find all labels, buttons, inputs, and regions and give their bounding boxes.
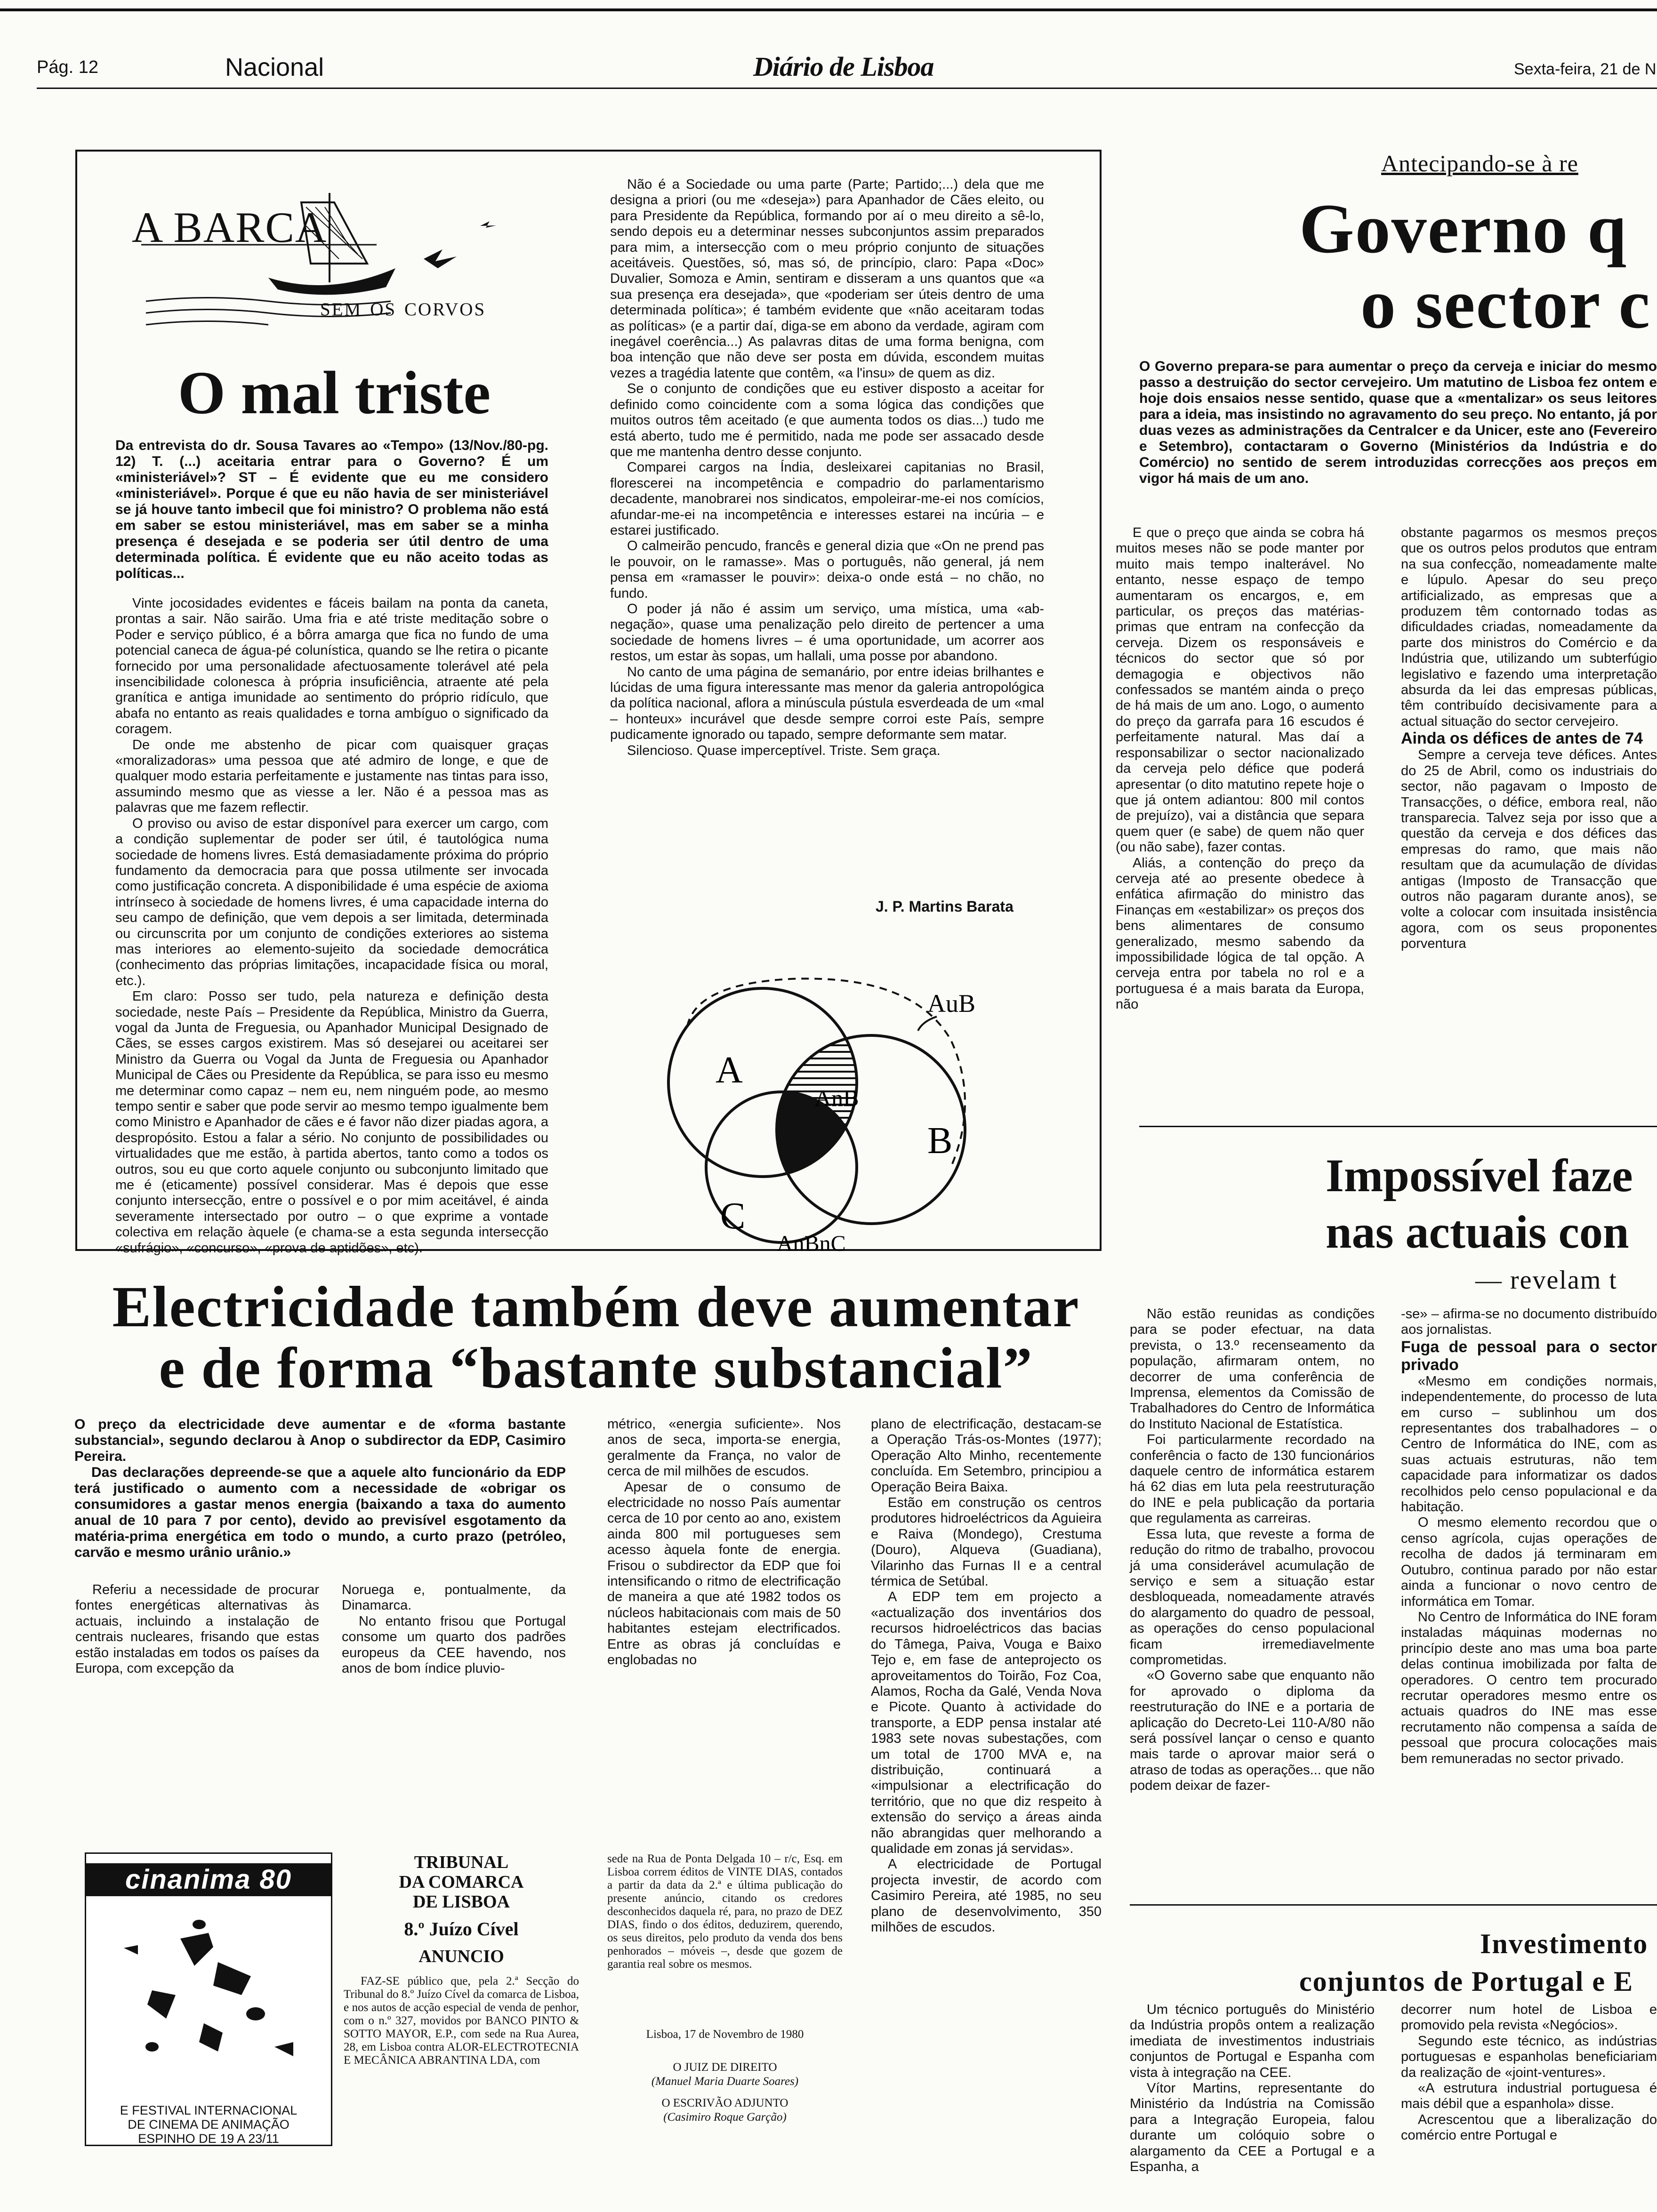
tribunal-text-1-wrap [344,1975,579,2067]
tribunal-clerk-title: O ESCRIVÃO ADJUNTO [661,2097,788,2109]
governo-lead-wrap [1139,359,1657,487]
impossivel-col1 [1130,1306,1375,1794]
governo-col1 [1116,525,1364,1013]
electricidade-lead-2: Das declarações depreende-se que a aquele alto funcionário da EDP terá justificado o aumento com a necessidade de «obrigar os consumidores a gastar menos energia (baixando a taxa do aumento anual de 10 para 7 por cento), devido ao previsível esgotamento da matéria-prima energética em todo o mundo, a curto prazo (petróleo, carvão e mesmo urânio urânio.» [74,1465,566,1560]
barca-c2-p5: O poder já não é assim um serviço, uma mística, uma «ab-negação», quase uma penalização pelo direito de pertencer a uma sociedade de homens livres – é uma oportunidade, um acorrer aos restos, um estar às sopas, um hallali, uma posse por abandono. [610,601,1044,664]
electricidade-col4 [871,1417,1102,1935]
cinanima-logo: cinanima 80 [86,1863,331,1896]
barca-headline: O mal triste [177,359,491,427]
impossivel-c2-p2: O mesmo elemento recordou que o censo agrícola, cujas operações de recolha de dados já terminaram em Outubro, continua parado por não estar ainda a funcionar o novo centro de informática em Tomar. [1401,1515,1657,1609]
barca-col2 [610,177,1044,759]
impossivel-c1-p1: Não estão reunidas as condições para se poder efectuar, na data prevista, o 13.º recenseamento da população, afirmaram ontem, no decorrer de uma conferência de Imprensa, elementos da Comissão de Trabalhadores do Centro de Informática do Instituto Nacional de Estatística. [1130,1306,1375,1432]
impossivel-c1-p4: «O Governo sabe que enquanto não for aprovado o diploma da reestruturação do INE e a portaria de aplicação do Decreto-Lei 110-A/80 não será possível lançar o censo e quanto mais tarde o aprovar maior será o atraso de todas as operações... que não podem deixar de fazer- [1130,1668,1375,1794]
barca-author: J. P. Martins Barata [876,898,1014,915]
governo-subhead: Ainda os défices de antes de 74 [1401,729,1643,748]
tribunal-title [344,1852,579,1966]
investimento-headline-1: Investimento [1480,1928,1649,1959]
electricidade-c2-p1: Noruega e, pontualmente, da Dinamarca. [342,1582,566,1613]
tribunal-judge-title: O JUIZ DE DIREITO [673,2061,777,2074]
page-number: Pág. 12 [37,57,98,77]
governo-c1-p1: E que o preço que ainda se cobra há muitos meses não se pode manter por muito mais tempo inalterável. No entanto, nesse espaço de tempo aumentaram os encargos, e, em particular, os preços das matérias-primas que entram na confecção da cerveja. Dizem os responsáveis e técnicos do sector que só por demagogia e objectivos não confessados se mantém ainda o preço de há mais de um ano. Logo, o aumento do preço da garrafa para 16 escudos é perfeitamente natural. Mas daí a responsabilizar o sector nacionalizado da cerveja pelo défice que poderá apresentar (o dito matutino repete hoje o que já ontem adiantou: 800 mil contos de prejuízo), vai a distância que separa quem quer (e sabe) de quem não quer (ou não sabe), fazer contas. [1116,525,1364,855]
governo-headline-1: Governo q [1299,190,1628,268]
impossivel-headline-2: nas actuais con [1326,1206,1629,1258]
electricidade-c2-p2: No entanto frisou que Portugal consome um quarto dos padrões europeus da CEE havendo, nos anos de bom índice pluvio- [342,1613,566,1676]
venn-label-aub: AuB [927,989,976,1018]
venn-diagram [650,970,1017,1252]
impossivel-c2-p0: -se» – afirma-se no documento distribuído aos jornalistas. [1401,1306,1657,1338]
barca-c2-p7: Silencioso. Quase imperceptível. Triste. Sem graça. [627,743,941,758]
electricidade-c3-p1: métrico, «energia suficiente». Nos anos de seca, importa-se energia, geralmente da França, no valor de cerca de mil milhões de escudos. [607,1417,841,1479]
governo-c2-p1: obstante pagarmos os mesmos preços que os outros pelos produtos que entram na sua confecção, nomeadamente malte e lúpulo. Apesar do seu preço artificializado, as empresas que a produzem têm contornado todas as dificuldades criadas, nomeadamente da parte dos ministros do Comércio e da Indústria que, utilizando um subterfúgio legislativo e fazendo uma interpretação absurda da lei das empresas públicas, têm contribuído decisivamente para a actual situação do sector cervejeiro. [1401,525,1657,729]
cinanima-caption [86,2103,331,2146]
cinanima-caption-3: ESPINHO DE 19 A 23/11 [138,2132,279,2146]
cinanima-ad [85,1852,332,2146]
barca-lead: Da entrevista do dr. Sousa Tavares ao «Tempo» (13/Nov./80-pg. 12) T. (...) aceitaria entrar para o Governo? É um «ministeriável»? ST – É evidente que eu me considero «ministeriável». Porque é que eu não havia de ser ministeriável se já houve tanto imbecil que foi ministro? O problema não está em saber se estou ministeriável, mas em saber se a minha presença é desejada e se poderia ser útil dentro de uma determinada política. É evidente que eu não aceito todas as políticas... [115,438,548,581]
impossivel-c1-p3: Essa luta, que reveste a forma de redução do ritmo de trabalho, provocou já uma considerável acumulação de serviço e sem a situação estar desbloqueada, nomeadamente através do alargamento do quadro de pessoal, as operações do censo populacional ficam irremediavelmente comprometidas. [1130,1526,1375,1667]
barca-logo-title: A BARCA [132,203,328,251]
tribunal-title-3: DE LISBOA [413,1892,510,1912]
barca-c2-p6: No canto de uma página de semanário, por entre ideias brilhantes e lúcidas de uma figura interessante mas menor da galeria antropológica da política nacional, aflora a minúscula pústula esverdeada de um «mal – honteux» incurável que desde sempre corroi este País, sempre pudicamente ignorado ou tapado, sempre deformante sem matar. [610,664,1044,743]
tribunal-date: Lisboa, 17 de Novembro de 1980 [646,2028,804,2041]
governo-kicker: Antecipando-se à re [1381,150,1578,176]
barca-logo [113,188,546,329]
barca-c1-p4: Em claro: Posso ser tudo, pela natureza e definição desta sociedade, neste País – Presidente da República, Ministro da Guerra, vogal da Junta de Freguesia, ou Apanhador Municipal Designado de Cães, se esses cargos existirem. Mas só desejarei ou aceitarei ser Ministro da Guerra ou Vogal da Junta de Freguesia ou Apanhador Municipal de Cães ou Presidente da República, se para isso eu mesmo me determinar como capaz – nem eu, nem ninguém pode, ao mesmo tempo sentir e saber que pode servir ao mesmo tempo igualmente bem como Ministro e Apanhador de cães e é favor não dizer piadas agora, a despropósito. Estou a falar a sério. No conjunto de possibilidades ou virtualidades que me estão, à partida abertos, tanto como a todos os outros, sou eu que corto aquele conjunto ou subconjunto limitado que me é (eticamente) possível considerar. Mas é depois que esse conjunto intersecção, entre o possível e o por mim aceitável, é ainda severamente intersectado por outro – o que exprime a vontade colectiva em relação àquele (e chama-se a esta segunda intersecção «sufrágio», «concurso», «prova de aptidões», etc). [115,989,548,1256]
governo-c1-p2: Aliás, a contenção do preço da cerveja até ao presente obedece à enfática afirmação do ministro das Finanças em «estabilizar» os preços dos bens alimentares de consumo generalizado, mesmo sabendo da impossibilidade lógica de tal opção. A cerveja entra por tabela no rol e a portuguesa é a mais barata da Europa, não [1116,855,1364,1012]
electricidade-c4-p4: A electricidade de Portugal projecta investir, de acordo com Casimiro Pereira, até 1985, no seu plano de desenvolvimento, 350 milhões de escudos. [871,1857,1102,1935]
tribunal-judge-name: (Manuel Maria Duarte Soares) [651,2075,799,2088]
investimento-col1 [1130,2002,1375,2175]
impossivel-subhead: Fuga de pessoal para o sector privado [1401,1338,1657,1374]
investimento-c2-p1: decorrer num hotel de Lisboa e promovido pela revista «Negócios». [1401,2002,1657,2033]
governo-lead: O Governo prepara-se para aumentar o preço da cerveja e iniciar do mesmo passo a destruição do sector cervejeiro. Um matutino de Lisboa fez ontem e hoje dois ensaios nesse sentido, quase que a «mentalizar» os seus leitores para a ideia, mas insistindo no agravamento do seu preço. No entanto, já por duas vezes as administrações da Centralcer e da Unicer, este ano (Fevereiro e Setembro), contactaram o Governo (Ministérios da Indústria e do Comércio) no sentido de serem introduzidas correcções aos preços em vigor há mais de um ano. [1139,359,1657,486]
tribunal-clerk-name: (Casimiro Roque Garção) [663,2111,787,2124]
venn-label-a: A [716,1050,743,1091]
section-name: Nacional [225,53,324,81]
venn-label-anbnc: AnBnC [777,1231,846,1252]
barca-c1-p1: Vinte jocosidades evidentes e fáceis bailam na ponta da caneta, prontas a sair. Não sairão. Uma fria e até triste meditação sobre o Poder e serviço público, é a bôrra amarga que fica no fundo de uma potencial caneca de água-pé colunística, quando se lhe retira o picante fornecido por uma personalidade afectuosamente tolerável até pela insencibilidade colonesca à própria insuficiência, atraente até pela granítica e antiga imunidade ao sentimento do próprio ridículo, que abafa no entanto as reais qualidades e torna ambíguo o significado da coragem. [115,596,548,737]
electricidade-headline-1: Electricidade também deve aumentar [112,1274,1080,1339]
governo-headline-2: o sector c [1360,265,1651,343]
cinanima-caption-1: E FESTIVAL INTERNACIONAL [120,2103,298,2117]
animation-figure-icon [96,1906,322,2075]
tribunal-title-1: TRIBUNAL [414,1852,509,1872]
impossivel-c2-p1: «Mesmo em condições normais, independentemente, do processo de luta em curso – sublinhou um dos representantes dos trabalhadores – o Centro de Informática do INE, com as suas actuais estruturas, não tem capacidade para informatizar os dados recolhidos pelo censo populacional e da habitação. [1401,1373,1657,1515]
impossivel-c1-p2: Foi particularmente recordado na conferência o facto de 130 funcionários daquele centro de informática estarem há 62 dias em luta pela reestruturação do INE e pela publicação da portaria que regulamenta as carreiras. [1130,1432,1375,1526]
electricidade-c4-p3: A EDP tem em projecto a «actualização dos inventários dos recursos hidroeléctricos das bacias do Tâmega, Paiva, Vouga e Baixo Tejo e, em fase de anteprojecto os aproveitamentos do Toirão, Foz Coa, Alamos, Rocha da Galé, Venda Nova e Picote. Quanto à actividade do transporte, a EDP pensa instalar até 1983 sete novas subestações, com um total de 1700 MVA e, na distribuição, continuará a «impulsionar a electrificação do território, que no que diz respeito à extensão do serviço a áreas ainda não abrangidas quer melhorando a qualidade em zonas já servidas». [871,1589,1102,1856]
page-date: Sexta-feira, 21 de N [1514,60,1657,78]
tribunal-juizo: 8.º Juízo Cível [404,1918,519,1940]
electricidade-lead [74,1417,566,1561]
tribunal-anuncio: ANUNCIO [418,1947,504,1966]
tribunal-text-1: FAZ-SE público que, pela 2.ª Secção do Tribunal do 8.º Juízo Cível da comarca de Lisboa, e nos autos de acção especial de venda de penhor, com o n.º 327, movidos por BANCO PINTO & SOTTO MAYOR, E.P., com sede na Rua Aurea, 28, em Lisboa contra ALOR-ELECTROTECNIA E MECÂNICA ABRANTINA LDA, com [344,1975,579,2067]
tribunal-title-2: DA COMARCA [399,1872,524,1892]
impossivel-headline-1: Impossível faze [1326,1149,1633,1202]
tribunal-signatures [607,2028,843,2124]
electricidade-col3 [607,1417,841,1668]
investimento-c2-p2: Segundo este técnico, as indústrias portuguesas e espanholas beneficiariam da realização de «joint-ventures». [1401,2033,1657,2080]
electricidade-lead-1: O preço da electricidade deve aumentar e de «forma bastante substancial», segundo declarou à Anop o subdirector da EDP, Casimiro Pereira. [74,1417,566,1464]
barca-c2-p4: O calmeirão pencudo, francês e general dizia que «On ne prend pas le pouvoir, on le ramasse». Mas o português, não general, já nem pensa em «ramasser le pouvir»: deixa-o onde está – no chão, no fundo. [610,538,1044,601]
investimento-headline-2: conjuntos de Portugal e E [1299,1966,1633,1997]
investimento-col2 [1401,2002,1657,2144]
barca-c2-p1: Não é a Sociedade ou uma parte (Parte; Partido;...) dela que me designa a priori (ou me «deseja») para Apanhador de Cães eleito, ou para Presidente da República, formando por aí o meu direito a sê-lo, sendo depois eu a determinar nesses subconjuntos assim preparados para mim, a intersecção com o meu próprio conjunto de situações aceitáveis. Questões, só, mas só, de princípio, claro: Papa «Doc» Duvalier, Somoza e Amin, sentiram e disseram a uns quantos que «a sua presença era desejada», que «poderiam ser úteis dentro de uma determinada política»; é também evidente que «não aceitaram todas as políticas» (e a partir daí, diga-se em abono da verdade, agiram com inegável coerência...) As palavras ditas de uma forma benigna, com boa intenção que não deve ser posta em dúvida, escondem muitas vezes a tragédia latente que contêm, «a l'insu» de quem as diz. [610,177,1044,381]
barca-c1-p3: O proviso ou aviso de estar disponível para exercer um cargo, com a condição suplementar de poder ser útil, é tautológica numa sociedade de homens livres. Está demasiadamente próxima do próprio fundamento da democracia para que possa utilmente ser invocada como justificação concreta. A disponibilidade é uma espécie de axioma intrínseco à sociedade de homens livres, é uma capacidade interna do seu campo de definição, que vem depois a ser limitada, determinada ou circunscrita por um conjunto de condições exteriores ao sistema mas interiores ao elemento-sujeito da sociedade democrática (conhecimento das próprias limitações, incapacidade física ou moral, etc.). [115,816,548,988]
cinanima-caption-2: DE CINEMA DE ANIMAÇÃO [128,2117,290,2132]
tribunal-text-2: sede na Rua de Ponta Delgada 10 – r/c, Esq. em Lisboa correm éditos de VINTE DIAS, contados a partir da data da 2.ª e última publicação do presente anúncio, citando os credores desconhecidos daquela ré, para, no prazo de DEZ DIAS, findo o dos éditos, deduzirem, querendo, os seus direitos, pelo produto da venda dos bens penhorados – móveis –, desde que gozem de garantia real sobre os mesmos. [607,1852,843,1971]
header-rule [37,88,1657,89]
barca-logo-sub: sem os corvos [320,292,486,321]
impossivel-col2 [1401,1306,1657,1767]
electricidade-c4-p1: plano de electrificação, destacam-se a Operação Trás-os-Montes (1977); Operação Alto Minho, recentemente concluída. Em Setembro, principiou a Operação Beira Baixa. [871,1417,1102,1495]
barca-c2-p2: Se o conjunto de condições que eu estiver disposto a aceitar for definido como coincidente com a soma lógica das condições que muitos outros têm aceitado (e que aumenta todos os dias...) tudo me está aberto, tudo me é permitido, nada me pode ser assacado desde que me mantenha dentro desse conjunto. [610,381,1044,459]
governo-bottom-rule [1139,1126,1657,1127]
top-rule [0,8,1657,11]
tribunal-col2 [607,1852,843,1971]
impossivel-c2-p3: No Centro de Informática do INE foram instaladas máquinas modernas no princípio deste ano mas uma boa parte delas continua imobilizada por falta de operadores. O centro tem procurado recrutar operadores mesmo entre os actuais quadros do INE mas esse recrutamento não compensa a saída de pessoal que procura colocações mais bem remuneradas no sector privado. [1401,1609,1657,1766]
electricidade-col2 [342,1582,566,1676]
barca-c2-p3: Comparei cargos na Índia, desleixarei capitanias no Brasil, florescerei na incompetência e compadrio do parlamentarismo decadente, manobrarei nos sindicatos, empoleirar-me-ei nos comícios, afundar-me-ei na incompetência e interesses estarei na incúria – e estarei justificado. [610,460,1044,538]
venn-label-c: C [720,1195,746,1237]
investimento-c1-p2: Vítor Martins, representante do Ministério da Indústria na Comissão para a Integração Europeia, falou durante um colóquio sobre o alargamento da CEE a Portugal e a Espanha, a [1130,2081,1375,2175]
investimento-c1-p1: Um técnico português do Ministério da Indústria propôs ontem a realização imediata de investimentos industriais conjuntos de Portugal e Espanha com vista à integração na CEE. [1130,2002,1375,2080]
electricidade-c4-p2: Estão em construção os centros produtores hidroeléctricos da Aguieira e Raiva (Mondego), Crestuma (Douro), Alqueva (Guadiana), Vilarinho das Furnas II e a central térmica de Setúbal. [871,1495,1102,1589]
masthead: Diário de Lisboa [753,51,934,82]
investimento-c2-p4: Acrescentou que a liberalização do comércio entre Portugal e [1401,2112,1657,2143]
impossivel-bottom-rule [1130,1904,1657,1906]
electricidade-c1-p1: Referiu a necessidade de procurar fontes energéticas alternativas às actuais, incluindo a instalação de centrais nucleares, frisando que estas estão instaladas em todos os países da Europa, com excepção da [75,1582,319,1676]
barca-col1 [115,438,548,1256]
governo-c2-p2: Sempre a cerveja teve défices. Antes do 25 de Abril, como os industriais do sector, não pagavam o Imposto de Transacções, o défice, embora real, não transparecia. Talvez seja por isso que a questão da cerveja e dos défices das empresas do ramo, que mais não resultam que da acumulação de dívidas antigas (Imposto de Transacção que outros não pagaram durante anos), se volte a colocar com insuitada insistência agora, com os seus proponentes porventura [1401,747,1657,952]
investimento-c2-p3: «A estrutura industrial portuguesa é mais débil que a espanhola» disse. [1401,2081,1657,2112]
governo-col2 [1401,525,1657,952]
electricidade-c3-p2: Apesar de o consumo de electricidade no nosso País aumentar cerca de 10 por cento ao ano, existem ainda 800 mil portugueses sem acesso àquela fonte de energia. Frisou o subdirector da EDP que foi intensificando o ritmo de electrificação de maneira a que até 1982 todos os núcleos habitacionais com mais de 50 habitantes estejam electrificados. Entre as obras já concluídas e englobadas no [607,1479,841,1668]
electricidade-headline-2: e de forma “bastante substancial” [159,1336,1033,1400]
electricidade-col1 [75,1582,319,1676]
venn-label-anb: AnB [814,1085,859,1111]
venn-label-b: B [927,1120,953,1162]
impossivel-kicker: — revelam t [1475,1266,1617,1295]
barca-c1-p2: De onde me abstenho de picar com quaisquer graças «moralizadoras» uma pessoa que até admiro de longe, e que de qualquer modo estaria perfeitamente e justamente nas tintas para isso, assumindo mesmo que as viesse a ler. Não é a pessoa mas as palavras que me fazem reflectir. [115,737,548,816]
